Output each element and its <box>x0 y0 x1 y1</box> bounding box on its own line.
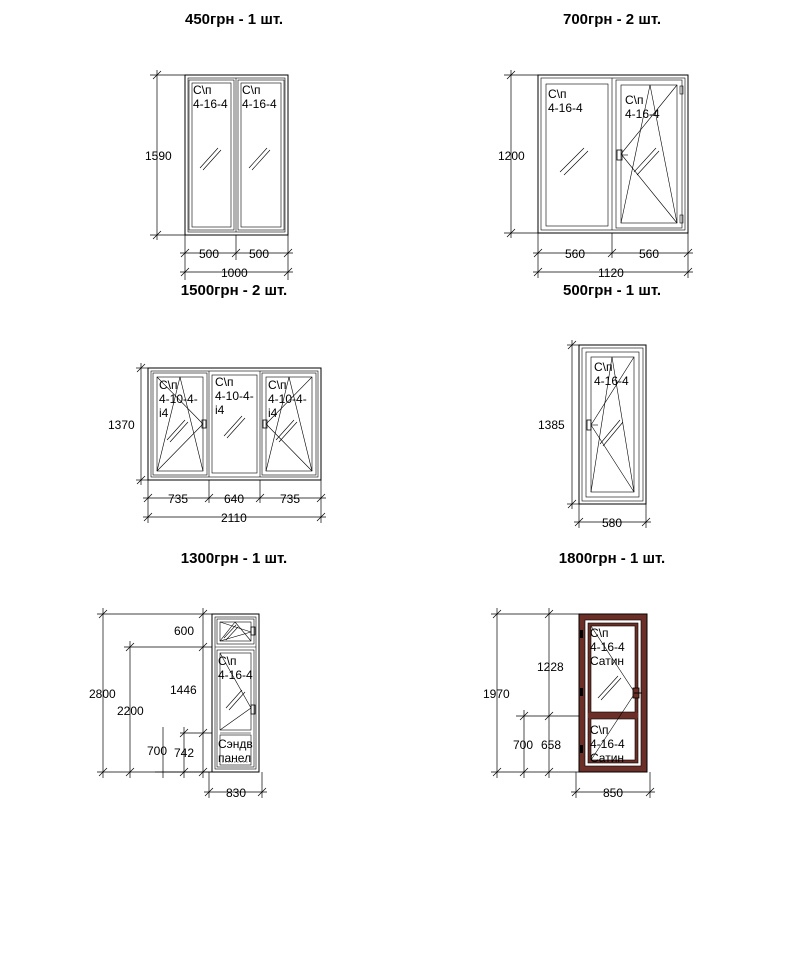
height-upper-dimension: 1228 <box>537 660 564 674</box>
height-middle-dimension: 1446 <box>170 683 197 697</box>
window-3-title: 1500грн - 2 шт. <box>180 282 288 299</box>
height-low-dimension-2: 658 <box>541 738 562 752</box>
height-low-dimension-1: 700 <box>513 738 534 752</box>
glass-label-line2: 4-10-4- <box>159 392 198 406</box>
door-1-drawing <box>89 608 267 800</box>
window-4-drawing <box>538 340 651 530</box>
width-dimension-2: 500 <box>249 247 270 261</box>
glass-label-line1: С\п <box>625 93 644 107</box>
width-dimension-1: 500 <box>199 247 220 261</box>
width-dimension-1: 560 <box>565 247 586 261</box>
glass-label-line2: 4-16-4 <box>548 101 583 115</box>
glass-label-line2: 4-16-4 <box>590 640 625 654</box>
height-low-dimension-2: 742 <box>174 746 195 760</box>
height-door-dimension: 2200 <box>117 704 144 718</box>
glass-label-line1: С\п <box>215 375 234 389</box>
height-dimension: 1200 <box>498 149 525 163</box>
total-width-dimension: 1120 <box>598 266 624 280</box>
height-total-dimension: 1970 <box>483 687 510 701</box>
door-2-title: 1800грн - 1 шт. <box>558 550 666 567</box>
glass-label-line1: С\п <box>193 83 212 97</box>
height-dimension: 1385 <box>538 418 565 432</box>
glass-label-line1: С\п <box>268 378 287 392</box>
width-dimension-1: 735 <box>168 492 189 506</box>
glass-label-line3: i4 <box>215 403 225 417</box>
glass-label-line1: С\п <box>159 378 178 392</box>
glass-label-line3: Сатин <box>590 654 625 668</box>
door-2-drawing <box>483 608 655 800</box>
height-total-dimension: 2800 <box>89 687 116 701</box>
door-1-title: 1300грн - 1 шт. <box>180 550 288 567</box>
glass-label-line2: 4-16-4 <box>242 97 277 111</box>
glass-label-line1: С\п <box>590 723 609 737</box>
glass-label-line1: С\п <box>548 87 567 101</box>
total-width-dimension: 850 <box>603 786 624 800</box>
total-width-dimension: 2110 <box>221 511 247 525</box>
panel-label-line1: Сэндв <box>218 737 253 751</box>
glass-label-line2: 4-10-4- <box>268 392 307 406</box>
width-dimension-2: 640 <box>224 492 245 506</box>
glass-label-line1: С\п <box>590 626 609 640</box>
glass-label-line2: 4-16-4 <box>590 737 625 751</box>
glass-label-line3: Сатин <box>590 751 625 765</box>
height-transom-dimension: 600 <box>174 624 195 638</box>
window-1-drawing <box>145 70 293 280</box>
height-dimension: 1370 <box>108 418 135 432</box>
window-2-drawing <box>498 70 693 280</box>
glass-label-line3: i4 <box>268 406 278 420</box>
width-dimension-2: 560 <box>639 247 660 261</box>
glass-label-line1: С\п <box>242 83 261 97</box>
total-width-dimension: 830 <box>226 786 247 800</box>
window-1-title: 450грн - 1 шт. <box>184 11 284 28</box>
width-dimension-3: 735 <box>280 492 301 506</box>
total-width-dimension: 1000 <box>221 266 248 280</box>
glass-label-line2: 4-16-4 <box>625 107 660 121</box>
glass-label-line1: С\п <box>594 360 613 374</box>
height-dimension: 1590 <box>145 149 172 163</box>
glass-label-line3: i4 <box>159 406 169 420</box>
glass-label-line2: 4-16-4 <box>193 97 228 111</box>
glass-label-line2: 4-16-4 <box>218 668 253 682</box>
height-low-dimension-1: 700 <box>147 744 168 758</box>
total-width-dimension: 580 <box>602 516 623 530</box>
window-4-title: 500грн - 1 шт. <box>562 282 662 299</box>
glass-label-line1: С\п <box>218 654 237 668</box>
window-3-drawing <box>108 363 326 525</box>
glass-label-line2: 4-10-4- <box>215 389 254 403</box>
glass-label-line2: 4-16-4 <box>594 374 629 388</box>
panel-label-line2: панел <box>218 751 252 765</box>
window-2-title: 700грн - 2 шт. <box>562 11 662 28</box>
